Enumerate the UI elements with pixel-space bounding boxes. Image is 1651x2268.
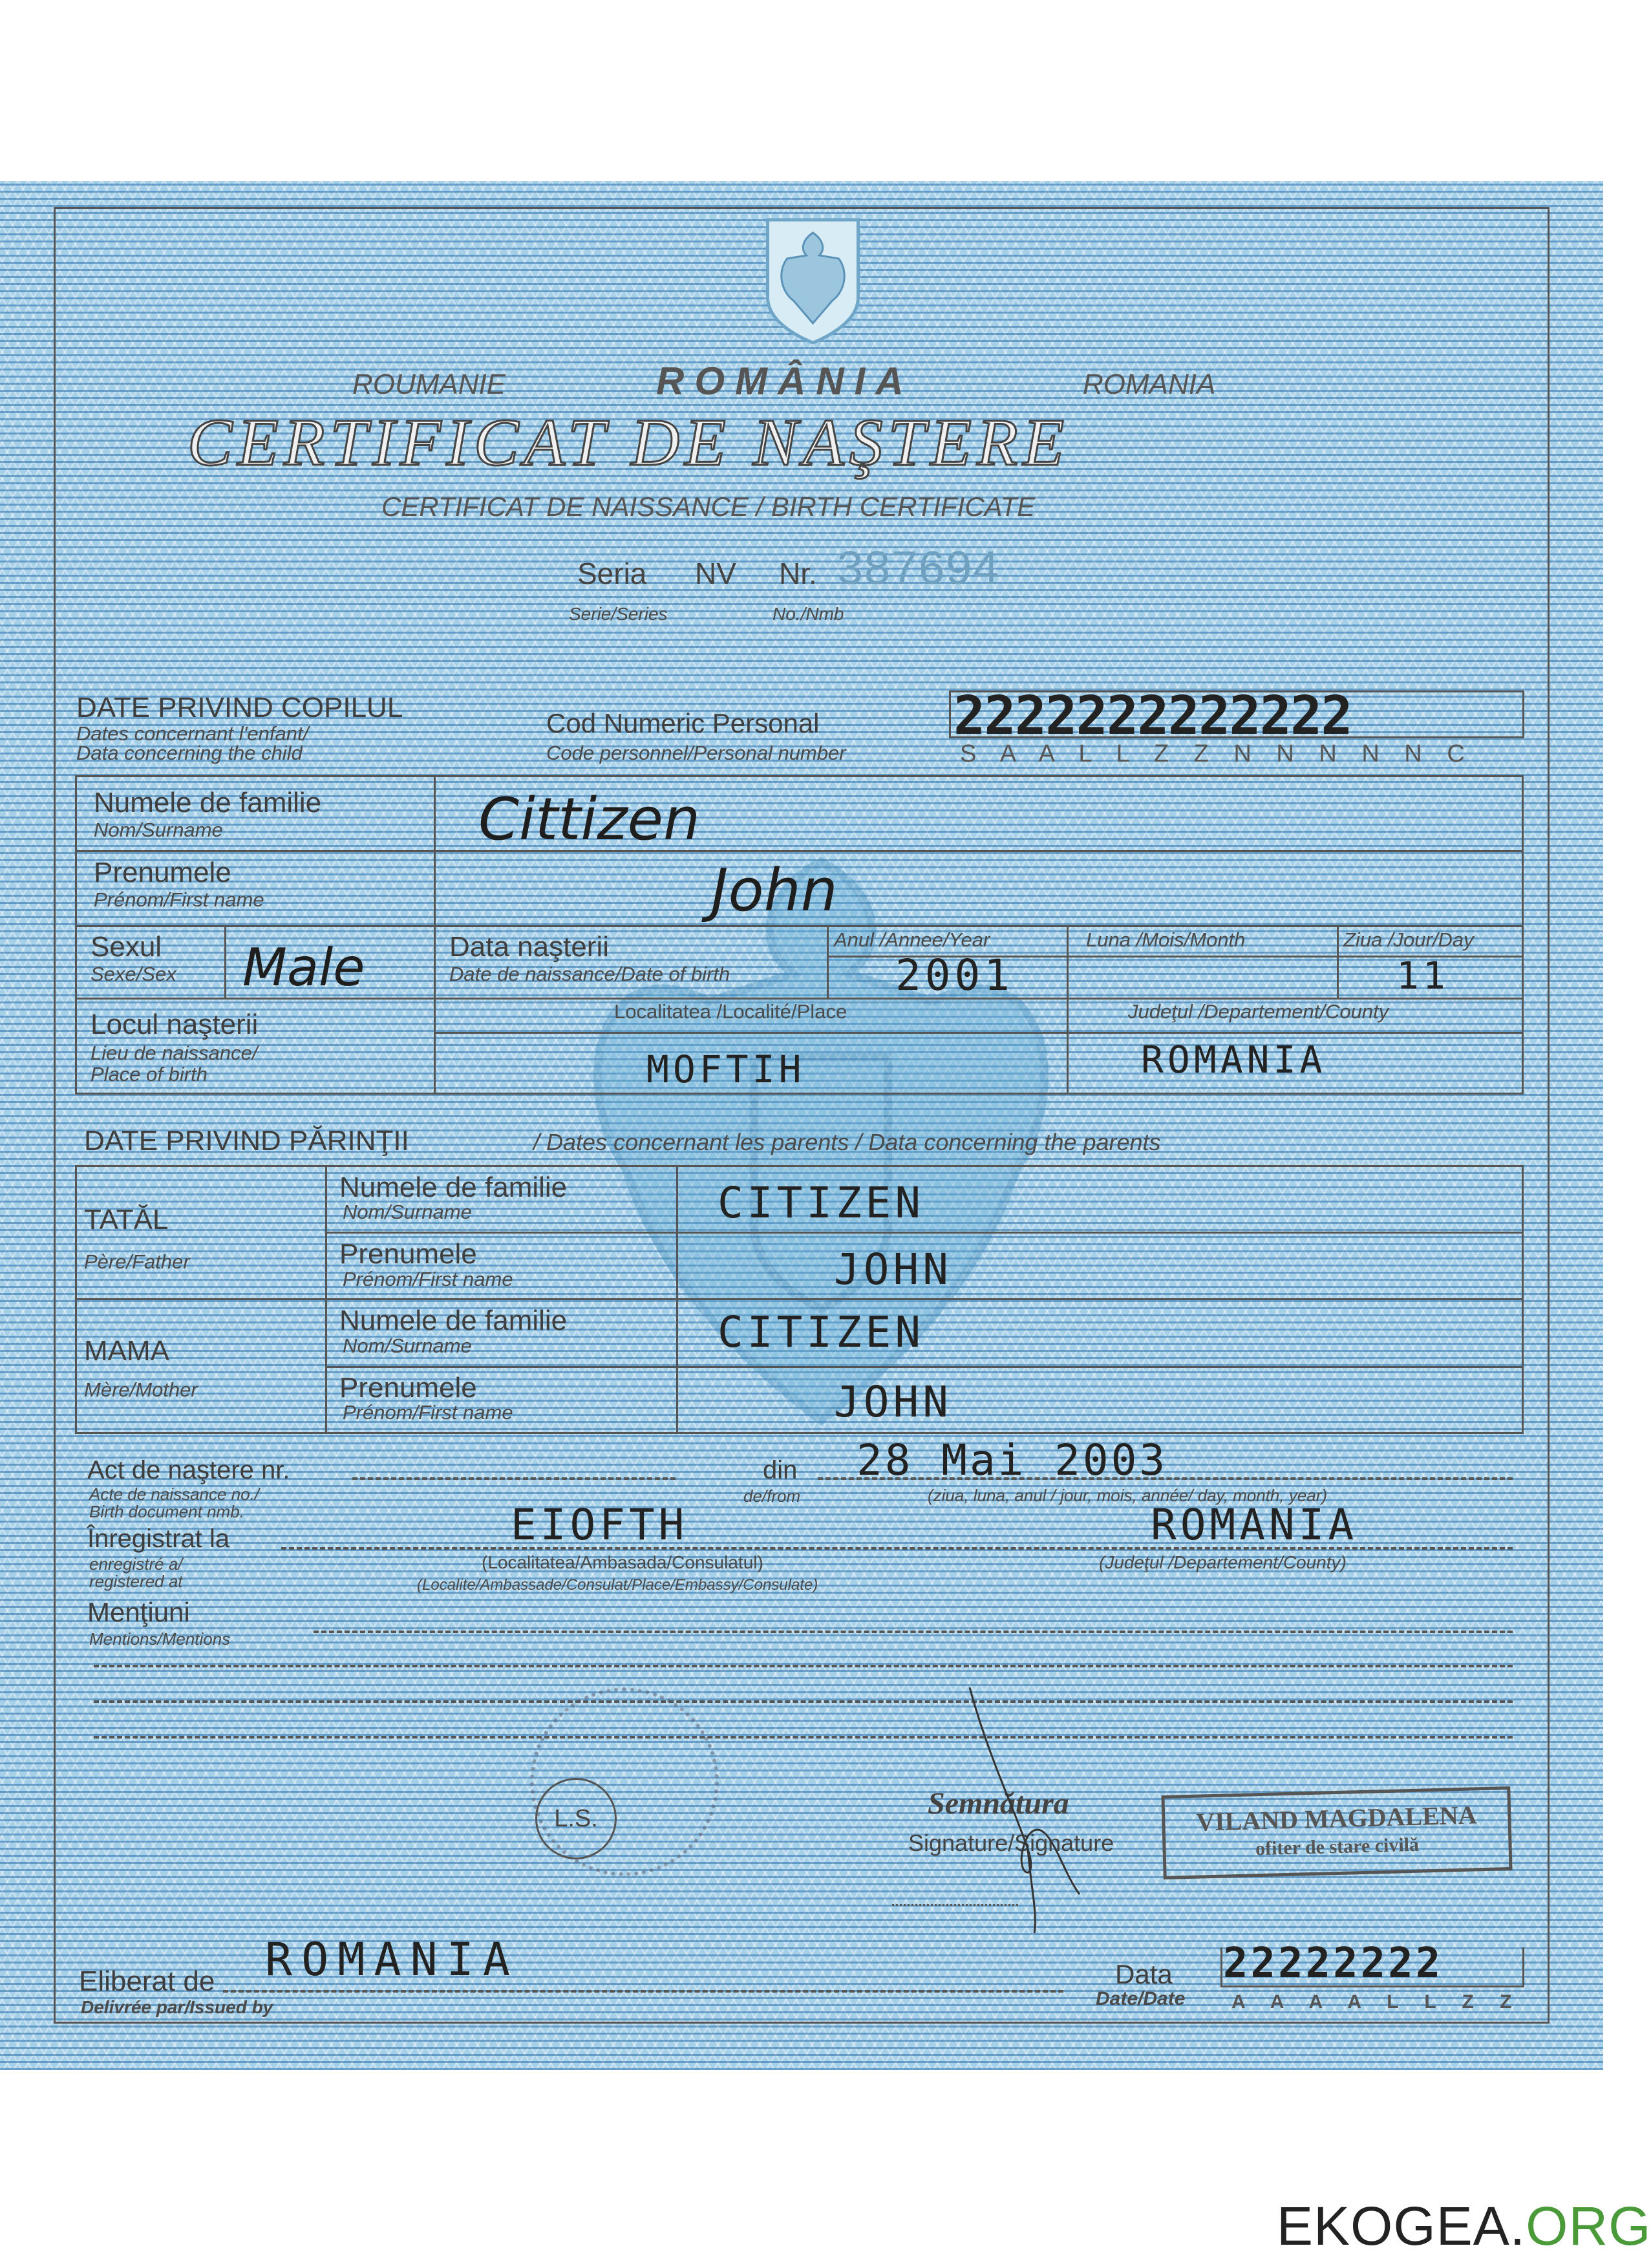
birth-place[interactable]: MOFTIH: [646, 1047, 805, 1091]
county-sub: (Judeţul /Departement/County): [1099, 1552, 1347, 1572]
mentions-line-2[interactable]: [94, 1665, 1513, 1667]
day-label: Ziua /Jour/Day: [1343, 928, 1474, 951]
place-label: Localitatea /Localité/Place: [614, 1000, 847, 1023]
cnp-label: Cod Numeric Personal: [546, 708, 820, 738]
father-firstname[interactable]: JOHN: [834, 1245, 952, 1294]
serial-number: 387694: [837, 542, 1001, 594]
mentions-sub: Mentions/Mentions: [89, 1629, 231, 1649]
signature-label: Semnătura: [928, 1786, 1069, 1821]
father-firstname-label: Prenumele: [339, 1238, 477, 1270]
pob-sub2: Place of birth: [91, 1063, 208, 1086]
registered-sub2: registered at: [89, 1572, 183, 1591]
child-section-sub1: Dates concernant l'enfant/: [76, 722, 309, 745]
issued-by[interactable]: ROMANIA: [265, 1933, 520, 1986]
dob-label: Data naşterii: [449, 931, 610, 963]
watermark-text: [1277, 2195, 1651, 2258]
ls-circle: L.S.: [535, 1778, 617, 1859]
header-right-romania: ROMANIA: [1083, 369, 1216, 400]
coat-of-arms-icon: [763, 217, 863, 346]
date-sub-label: Date/Date: [1096, 1988, 1186, 2009]
mentions-line-3[interactable]: [94, 1700, 1513, 1703]
mentions-label: Menţiuni: [87, 1597, 190, 1627]
registered-sub1: enregistré a/: [89, 1554, 183, 1574]
father-label: TATĂL: [84, 1204, 169, 1236]
nr-sub: No./Nmb: [772, 604, 844, 624]
date-label: Data: [1115, 1959, 1173, 1989]
subtitle: CERTIFICAT DE NAISSANCE / BIRTH CERTIFICATE: [381, 491, 1036, 522]
issued-sub: Delivrée par/Issued by: [81, 1997, 273, 2017]
child-section-title: DATE PRIVIND COPILUL: [76, 692, 403, 723]
issue-date[interactable]: 22222222: [1223, 1940, 1443, 1987]
date-sub: (ziua, luna, anul / jour, mois, année/ day, month, year): [928, 1486, 1328, 1505]
registered-label: Înregistrat la: [87, 1524, 230, 1553]
signature-icon: [931, 1681, 1125, 1940]
registered-county[interactable]: ROMANIA: [1151, 1500, 1358, 1550]
sex-sub: Sexe/Sex: [91, 963, 176, 985]
mother-firstname-label: Prenumele: [339, 1372, 477, 1404]
father-surname[interactable]: CITIZEN: [718, 1178, 925, 1228]
mother-surname-label: Numele de familie: [339, 1305, 568, 1336]
registered-place[interactable]: EIOFTH: [511, 1500, 688, 1550]
mother-surname[interactable]: CITIZEN: [718, 1307, 925, 1357]
mother-surname-sub: Nom/Surname: [343, 1334, 472, 1357]
issued-line: [223, 1990, 1063, 1993]
seria-sub: Serie/Series: [569, 604, 668, 624]
header-left-roumanie: ROUMANIE: [352, 369, 506, 400]
mentions-line-1[interactable]: [314, 1631, 1513, 1633]
act-sub2: Birth document nmb.: [89, 1502, 244, 1521]
birth-year[interactable]: 2001: [895, 950, 1014, 1000]
nr-label: Nr.: [779, 557, 817, 590]
county-label: Judeţul /Departement/County: [1128, 1000, 1389, 1023]
father-surname-label: Numele de familie: [339, 1171, 568, 1203]
mother-sub: Mère/Mother: [84, 1378, 198, 1401]
father-firstname-sub: Prénom/First name: [343, 1268, 513, 1290]
stamp-role: ofiter de stare civilă: [1255, 1834, 1420, 1860]
child-surname[interactable]: Cittizen: [478, 786, 701, 853]
mentions-line-4[interactable]: [94, 1736, 1513, 1738]
registered-line: [281, 1547, 1513, 1550]
surname-sub: Nom/Surname: [94, 818, 223, 841]
header-center-romania: ROMÂNIA: [656, 359, 914, 403]
din-label: din: [763, 1456, 798, 1484]
mother-firstname[interactable]: JOHN: [834, 1377, 952, 1427]
din-sub: de/from: [743, 1486, 801, 1506]
pob-sub1: Lieu de naissance/: [91, 1042, 258, 1064]
seria-value: NV: [695, 557, 736, 590]
sex-label: Sexul: [91, 931, 162, 963]
mother-firstname-sub: Prénom/First name: [343, 1401, 513, 1424]
cnp-sub: Code personnel/Personal number: [546, 742, 846, 764]
child-sex[interactable]: Male: [242, 937, 365, 998]
year-label: Anul /Annee/Year: [834, 928, 990, 951]
child-section-sub2: Data concerning the child: [76, 742, 303, 764]
firstname-sub: Prénom/First name: [94, 888, 264, 911]
surname-label: Numele de familie: [94, 787, 322, 818]
officer-stamp: [1161, 1786, 1512, 1879]
place-sub2: (Localite/Ambassade/Consulat/Place/Embassy/Consulate): [417, 1576, 818, 1594]
issued-label: Eliberat de: [79, 1965, 215, 1997]
dob-sub: Date de naissance/Date of birth: [449, 963, 730, 985]
act-label: Act de naştere nr.: [87, 1456, 290, 1484]
mother-label: MAMA: [84, 1335, 169, 1367]
date-line: [818, 1477, 1513, 1480]
stamp-name: VILAND MAGDALENA: [1195, 1800, 1478, 1837]
birth-county[interactable]: ROMANIA: [1141, 1038, 1326, 1082]
father-sub: Père/Father: [84, 1250, 190, 1273]
parents-section-sub: / Dates concernant les parents / Data concerning the parents: [533, 1129, 1161, 1155]
act-number-line: [352, 1477, 676, 1480]
cnp-format: S A A L L Z Z N N N N N C: [960, 740, 1474, 767]
page-title: CERTIFICAT DE NAŞTERE: [187, 405, 1069, 480]
seria-label: Seria: [577, 557, 647, 590]
signature-sub: Signature/Signature: [908, 1830, 1114, 1856]
act-sub1: Acte de naissance no./: [89, 1484, 260, 1504]
month-label: Luna /Mois/Month: [1086, 928, 1246, 951]
cnp-value: 2222222222222: [953, 685, 1352, 747]
father-surname-sub: Nom/Surname: [343, 1201, 472, 1223]
child-firstname[interactable]: John: [711, 857, 838, 925]
watermark-brand: EKOGEA.ORG: [1277, 2196, 1651, 2256]
pob-label: Locul naşterii: [91, 1009, 259, 1040]
place-sub1: (Localitatea/Ambasada/Consulatul): [482, 1552, 763, 1572]
firstname-label: Prenumele: [94, 857, 231, 888]
registration-date[interactable]: 28 Mai 2003: [857, 1435, 1168, 1485]
birth-day[interactable]: 11: [1396, 954, 1449, 998]
parents-section-title: DATE PRIVIND PĂRINŢII: [84, 1125, 409, 1157]
date-format: A A A A L L Z Z: [1231, 1991, 1522, 2013]
